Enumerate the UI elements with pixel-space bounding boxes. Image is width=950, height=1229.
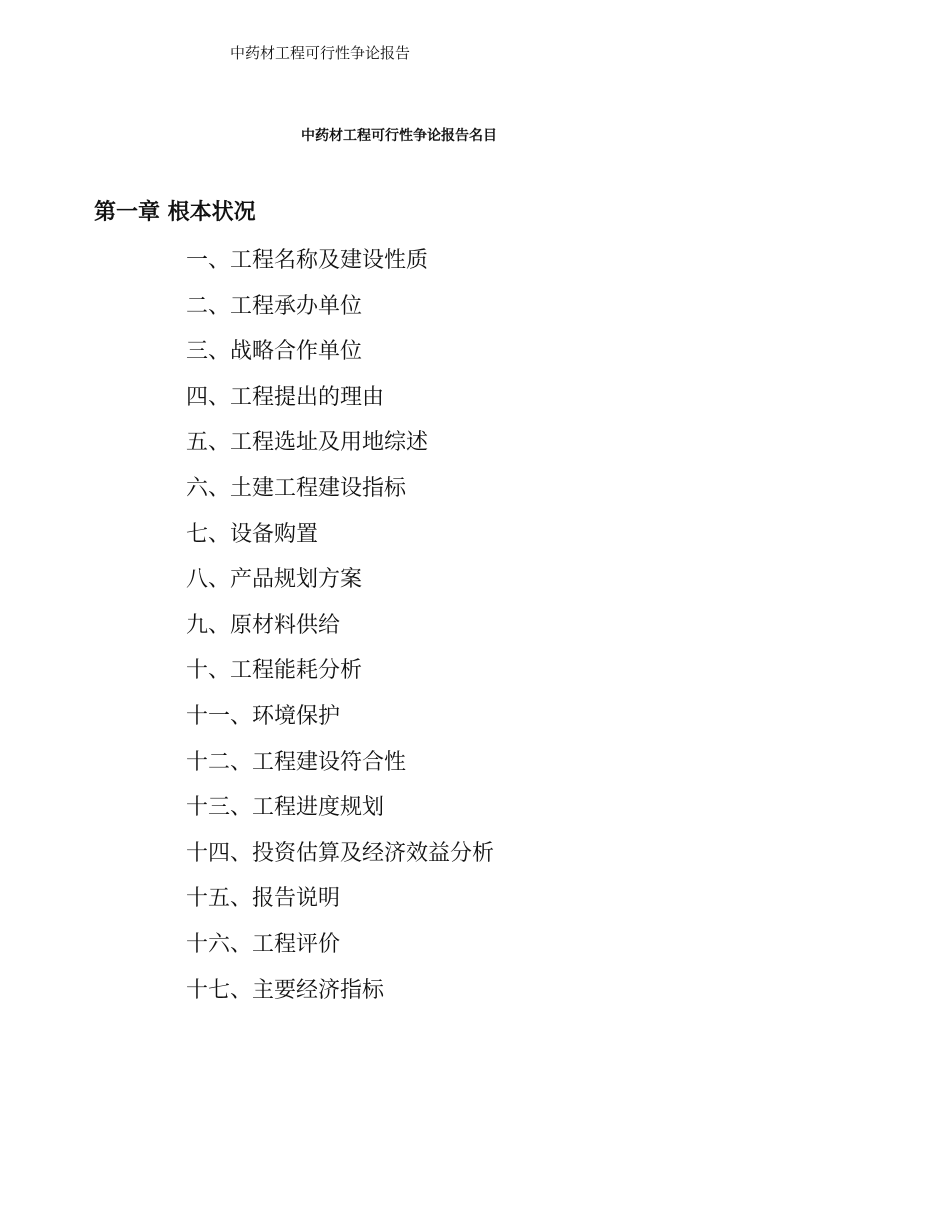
toc-item-2: 二、工程承办单位 [186, 293, 363, 319]
toc-item-8: 八、产品规划方案 [186, 567, 363, 593]
toc-item-12: 十二、工程建设符合性 [186, 749, 407, 775]
toc-list [186, 244, 494, 1019]
chapter-heading: 第一章 根本状况 [94, 200, 256, 225]
running-header: 中药材工程可行性争论报告 [230, 44, 411, 62]
toc-item-6: 六、土建工程建设指标 [186, 475, 407, 501]
toc-item-15: 十五、报告说明 [186, 886, 341, 912]
toc-item-9: 九、原材料供给 [186, 612, 341, 638]
toc-item-16: 十六、工程评价 [186, 931, 341, 957]
toc-item-4: 四、工程提出的理由 [186, 384, 385, 410]
toc-item-17: 十七、主要经济指标 [186, 977, 385, 1003]
toc-item-13: 十三、工程进度规划 [186, 795, 385, 821]
toc-item-5: 五、工程选址及用地综述 [186, 430, 429, 456]
toc-item-3: 三、战略合作单位 [186, 339, 363, 365]
toc-item-7: 七、设备购置 [186, 521, 319, 547]
toc-item-14: 十四、投资估算及经济效益分析 [186, 840, 495, 866]
toc-item-1: 一、工程名称及建设性质 [186, 248, 429, 273]
toc-item-11: 十一、环境保护 [186, 703, 341, 729]
toc-item-10: 十、工程能耗分析 [186, 658, 363, 684]
toc-title: 中药材工程可行性争论报告名目 [301, 128, 497, 144]
